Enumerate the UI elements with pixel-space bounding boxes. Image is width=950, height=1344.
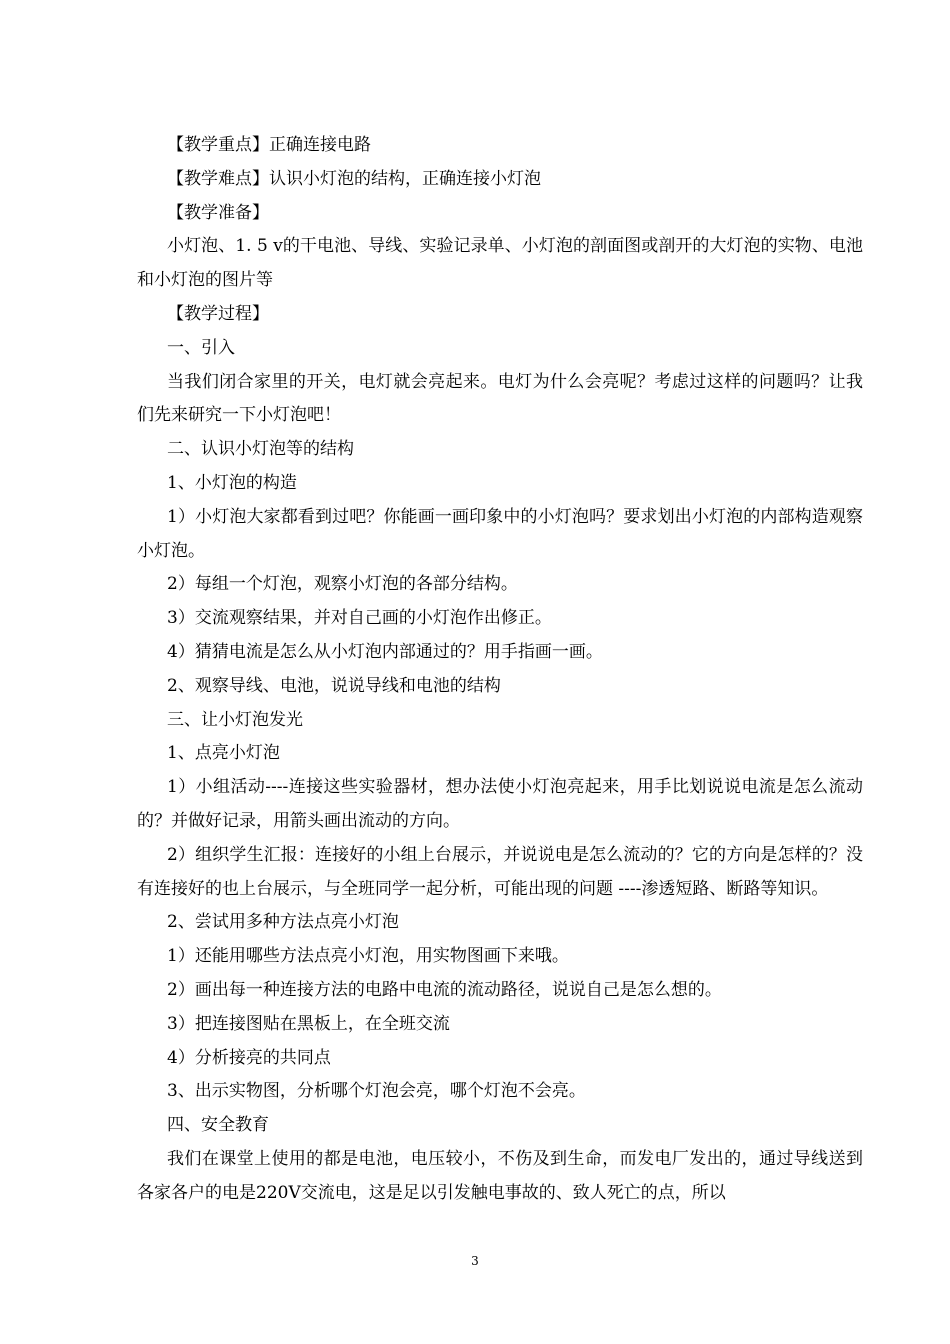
list-item: 2）每组一个灯泡，观察小灯泡的各部分结构。: [167, 574, 518, 595]
section-heading-introduction: 一、引入: [167, 337, 235, 358]
subsection-heading-bulb-construction: 1、小灯泡的构造: [167, 472, 297, 493]
paragraph-safety: 我们在课堂上使用的都是电池，电压较小，不伤及到生命，而发电厂发出的，通过导线送到各家各户的电是220V交流电，这是足以引发触电事故的、致人死亡的点，所以: [137, 1148, 863, 1203]
list-item: 1）还能用哪些方法点亮小灯泡，用实物图画下来哦。: [167, 946, 569, 967]
subsection-heading-wire-battery: 2、观察导线、电池，说说导线和电池的结构: [167, 675, 501, 696]
document-body: [137, 129, 863, 1211]
page-number: 3: [471, 1254, 479, 1268]
list-item: 3）把连接图贴在黑板上，在全班交流: [167, 1013, 450, 1034]
list-item: 4）猜猜电流是怎么从小灯泡内部通过的？用手指画一画。: [167, 641, 603, 662]
list-item: 1）小灯泡大家都看到过吧？你能画一画印象中的小灯泡吗？要求划出小灯泡的内部构造观察小灯泡。: [137, 506, 863, 561]
list-item: 3）交流观察结果，并对自己画的小灯泡作出修正。: [167, 608, 552, 629]
list-item: 4）分析接亮的共同点: [167, 1047, 331, 1068]
list-item: 2）画出每一种连接方法的电路中电流的流动路径，说说自己是怎么想的。: [167, 979, 722, 1000]
section-heading-light-bulb: 三、让小灯泡发光: [167, 709, 303, 730]
paragraph-preparation-heading: 【教学准备】: [167, 202, 269, 223]
subsection-heading-diagram-analysis: 3、出示实物图，分析哪个灯泡会亮，哪个灯泡不会亮。: [167, 1081, 586, 1102]
paragraph-difficult-point: 【教学难点】认识小灯泡的结构，正确连接小灯泡: [167, 168, 541, 189]
list-item: 1）小组活动----连接这些实验器材，想办法使小灯泡亮起来，用手比划说说电流是怎么流动的？并做好记录，用箭头画出流动的方向。: [137, 777, 863, 831]
paragraph-introduction: 当我们闭合家里的开关，电灯就会亮起来。电灯为什么会亮呢？考虑过这样的问题吗？让我们先来研究一下小灯泡吧！: [137, 371, 863, 426]
paragraph-key-point: 【教学重点】正确连接电路: [167, 135, 371, 155]
section-heading-safety: 四、安全教育: [167, 1115, 269, 1136]
subsection-heading-multiple-methods: 2、尝试用多种方法点亮小灯泡: [167, 912, 399, 933]
paragraph-process-heading: 【教学过程】: [167, 303, 269, 324]
section-heading-structure: 二、认识小灯泡等的结构: [167, 439, 354, 460]
list-item: 2）组织学生汇报：连接好的小组上台展示，并说说电是怎么流动的？它的方向是怎样的？没有连接好的也上台展示，与全班同学一起分析，可能出现的问题 ----渗透短路、断路等知识。: [137, 844, 863, 899]
subsection-heading-light-up: 1、点亮小灯泡: [167, 743, 280, 764]
paragraph-preparation-materials: 小灯泡、1. 5 v的干电池、导线、实验记录单、小灯泡的剖面图或剖开的大灯泡的实物、电池和小灯泡的图片等: [137, 236, 863, 291]
